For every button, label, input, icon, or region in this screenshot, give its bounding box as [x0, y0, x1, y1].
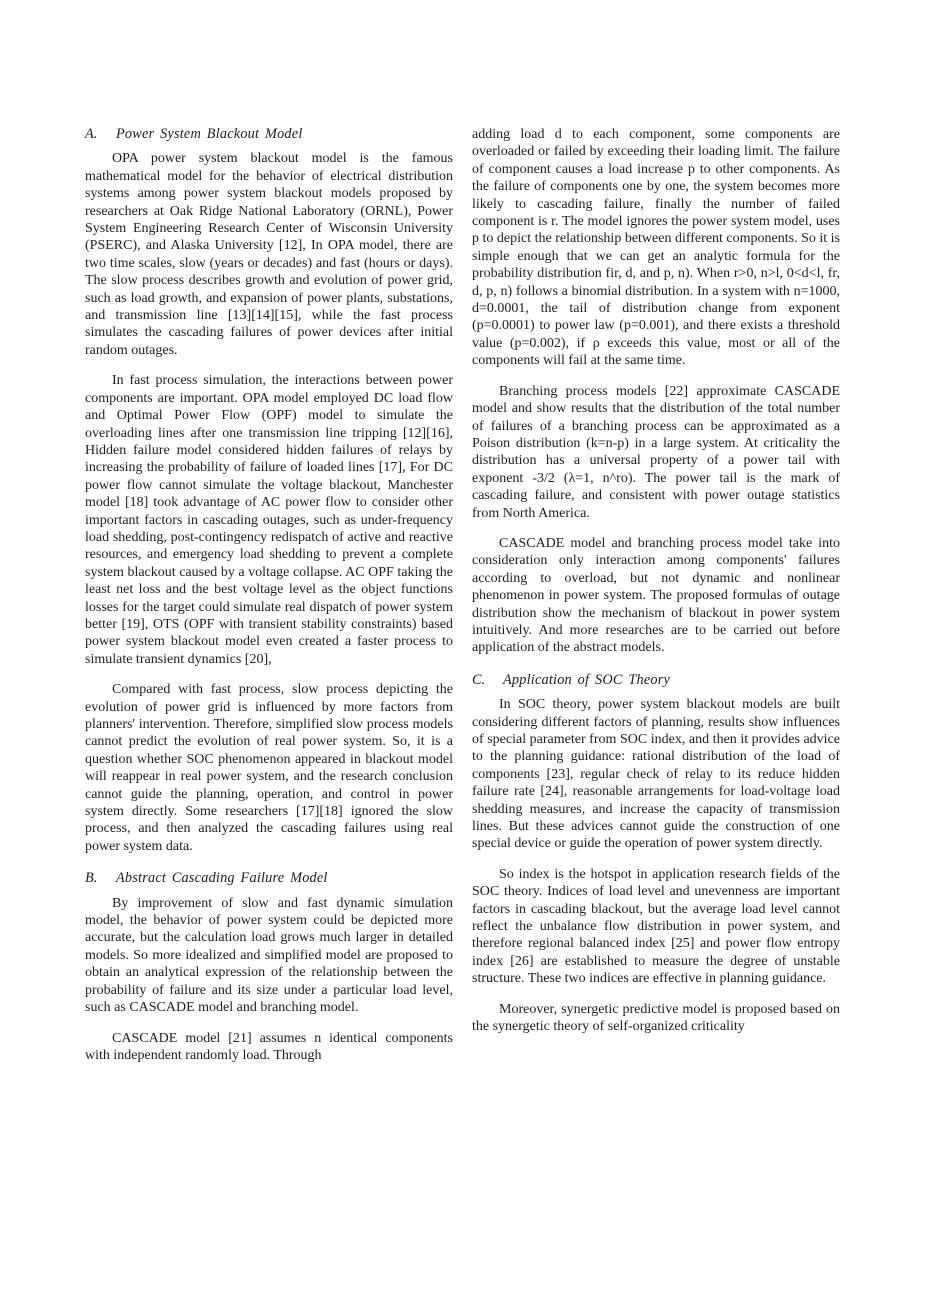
paragraph-abstract-model-motivation: By improvement of slow and fast dynamic simulation model, the behavior of power system could be depicted more accurate, but the calculation load grows much larger in detailed models. So more idealized and simplified model are proposed to obtain an analytical expression of the relationship between the probability of failure and its size under a particular load level, such as CASCADE model and branching model.: [85, 895, 453, 1016]
section-label-a: A.: [85, 126, 98, 142]
section-heading-b: [85, 870, 453, 887]
paragraph-cascade-model-continued: adding load d to each component, some components are overloaded or failed by exceeding their loading limit. The failure of component causes a load increase p to other components. As the failure of components one by one, the system becomes more likely to cascading failure, finally the number of failed component is r. The model ignores the power system model, uses p to depict the relationship between different components. So it is simple enough that we can get an analytic formula for the probability distribution fir, d, and p, n). When r>0, n>l, 0<d<l, fr, d, p, n) follows a binomial distribution. In a system with n=1000, d=0.0001, the tail of distribution change from exponent (p=0.0001) to power law (p=0.001), and there exists a threshold value (p=0.002), if ρ exceeds this value, most or all of the components will fail at the same time.: [472, 127, 840, 369]
paragraph-slow-process-comparison: Compared with fast process, slow process depicting the evolution of power grid is influenced by more factors from planners' intervention. Therefore, simplified slow process models cannot predict the evolution of real power system. So, it is a question whether SOC phenomenon appeared in blackout model will reappear in real power system, and the research conclusion cannot guide the planning, operation, and control in power system directly. Some researchers [17][18] ignored the slow process, and then analyzed the cascading failures using real power system data.: [85, 682, 453, 854]
left-column: [85, 126, 453, 1064]
paragraph-cascade-model-start: CASCADE model [21] assumes n identical components with independent randomly load. Through: [85, 1030, 453, 1063]
paragraph-soc-theory-planning: In SOC theory, power system blackout models are built considering different factors of planning, results show influences of special parameter from SOC index, and then it provides advice to the planning guidance: rational distribution of the load of components [23], regular check of relay to its reduce hidden failure rate [24], reasonable arrangements for load-voltage load shedding measures, and increase the capacity of transmission lines. But these advices cannot guide the construction of one special device or guide the operation of power system directly.: [472, 697, 840, 852]
paragraph-soc-indices: So index is the hotspot in application research fields of the SOC theory. Indices of load level and unevenness are important factors in cascading blackout, but the average load level cannot reflect the unbalance flow distribution in power system, and therefore regional balanced index [25] and power flow entropy index [26] are established to measure the degree of unstable structure. These two indices are effective in planning guidance.: [472, 866, 840, 987]
paragraph-branching-process-models: Branching process models [22] approximate CASCADE model and show results that the distribution of the total number of failures of a branching process can be approximated as a Poison distribution (k=n-p) in a large system. At criticality the distribution has a universal property of a power tail with exponent -3/2 (λ=1, n^ro). The power tail is the mark of cascading failure, and consistent with power outage statistics from North America.: [472, 383, 840, 521]
section-heading-c: [472, 672, 840, 689]
paper-page: [85, 126, 841, 1064]
section-title-c: Application of SOC Theory: [503, 671, 671, 688]
paragraph-fast-process-simulation: In fast process simulation, the interactions between power components are important. OPA model employed DC load flow and Optimal Power Flow (OPF) model to simulate the overloading lines after one transmission line tripping [12][16], Hidden failure model considered hidden failures of relays by increasing the probability of failure of loaded lines [17], For DC power flow cannot simulate the voltage blackout, Manchester model [18] took advantage of AC power flow to consider other important factors in cascading outages, such as under-frequency load shedding, post-contingency redispatch of active and reactive resources, and emergency load shedding to prevent a complete system blackout caused by a voltage collapse. AC OPF taking the least net loss and the best voltage level as the object functions losses for the target could simulate real dispatch of power system better [19], OTS (OPF with transient stability constraints) based power system blackout model even created a faster process to simulate transient dynamics [20],: [85, 373, 453, 667]
paragraph-abstract-models-limitations: CASCADE model and branching process model take into consideration only interaction among components' failures according to overload, but not dynamic and nonlinear phenomenon in power system. The proposed formulas of outage distribution show the mechanism of blackout in power system intuitively. And more researches are to be carried out before application of the abstract models.: [472, 535, 840, 656]
paragraph-synergetic-model: Moreover, synergetic predictive model is proposed based on the synergetic theory of self-organized criticality: [472, 1001, 840, 1035]
paragraph-opa-model-intro: OPA power system blackout model is the famous mathematical model for the behavior of electrical distribution systems among power system blackout models proposed by researchers at Oak Ridge National Laboratory (ORNL), Power System Engineering Research Center of Wisconsin University (PSERC), and Alaska University [12], In OPA model, there are two time scales, slow (years or decades) and fast (hours or days). The slow process describes growth and evolution of power grid, such as load growth, and expansion of power plants, substations, and transmission line [13][14][15], while the fast process simulates the cascading failures of power devices after initial random outages.: [85, 151, 453, 358]
section-label-c: C.: [472, 671, 486, 688]
section-heading-a: [85, 126, 453, 143]
section-title-a: Power System Blackout Model: [116, 126, 303, 142]
section-label-b: B.: [85, 870, 98, 887]
section-title-b: Abstract Cascading Failure Model: [116, 870, 328, 887]
right-column: [472, 126, 840, 1064]
